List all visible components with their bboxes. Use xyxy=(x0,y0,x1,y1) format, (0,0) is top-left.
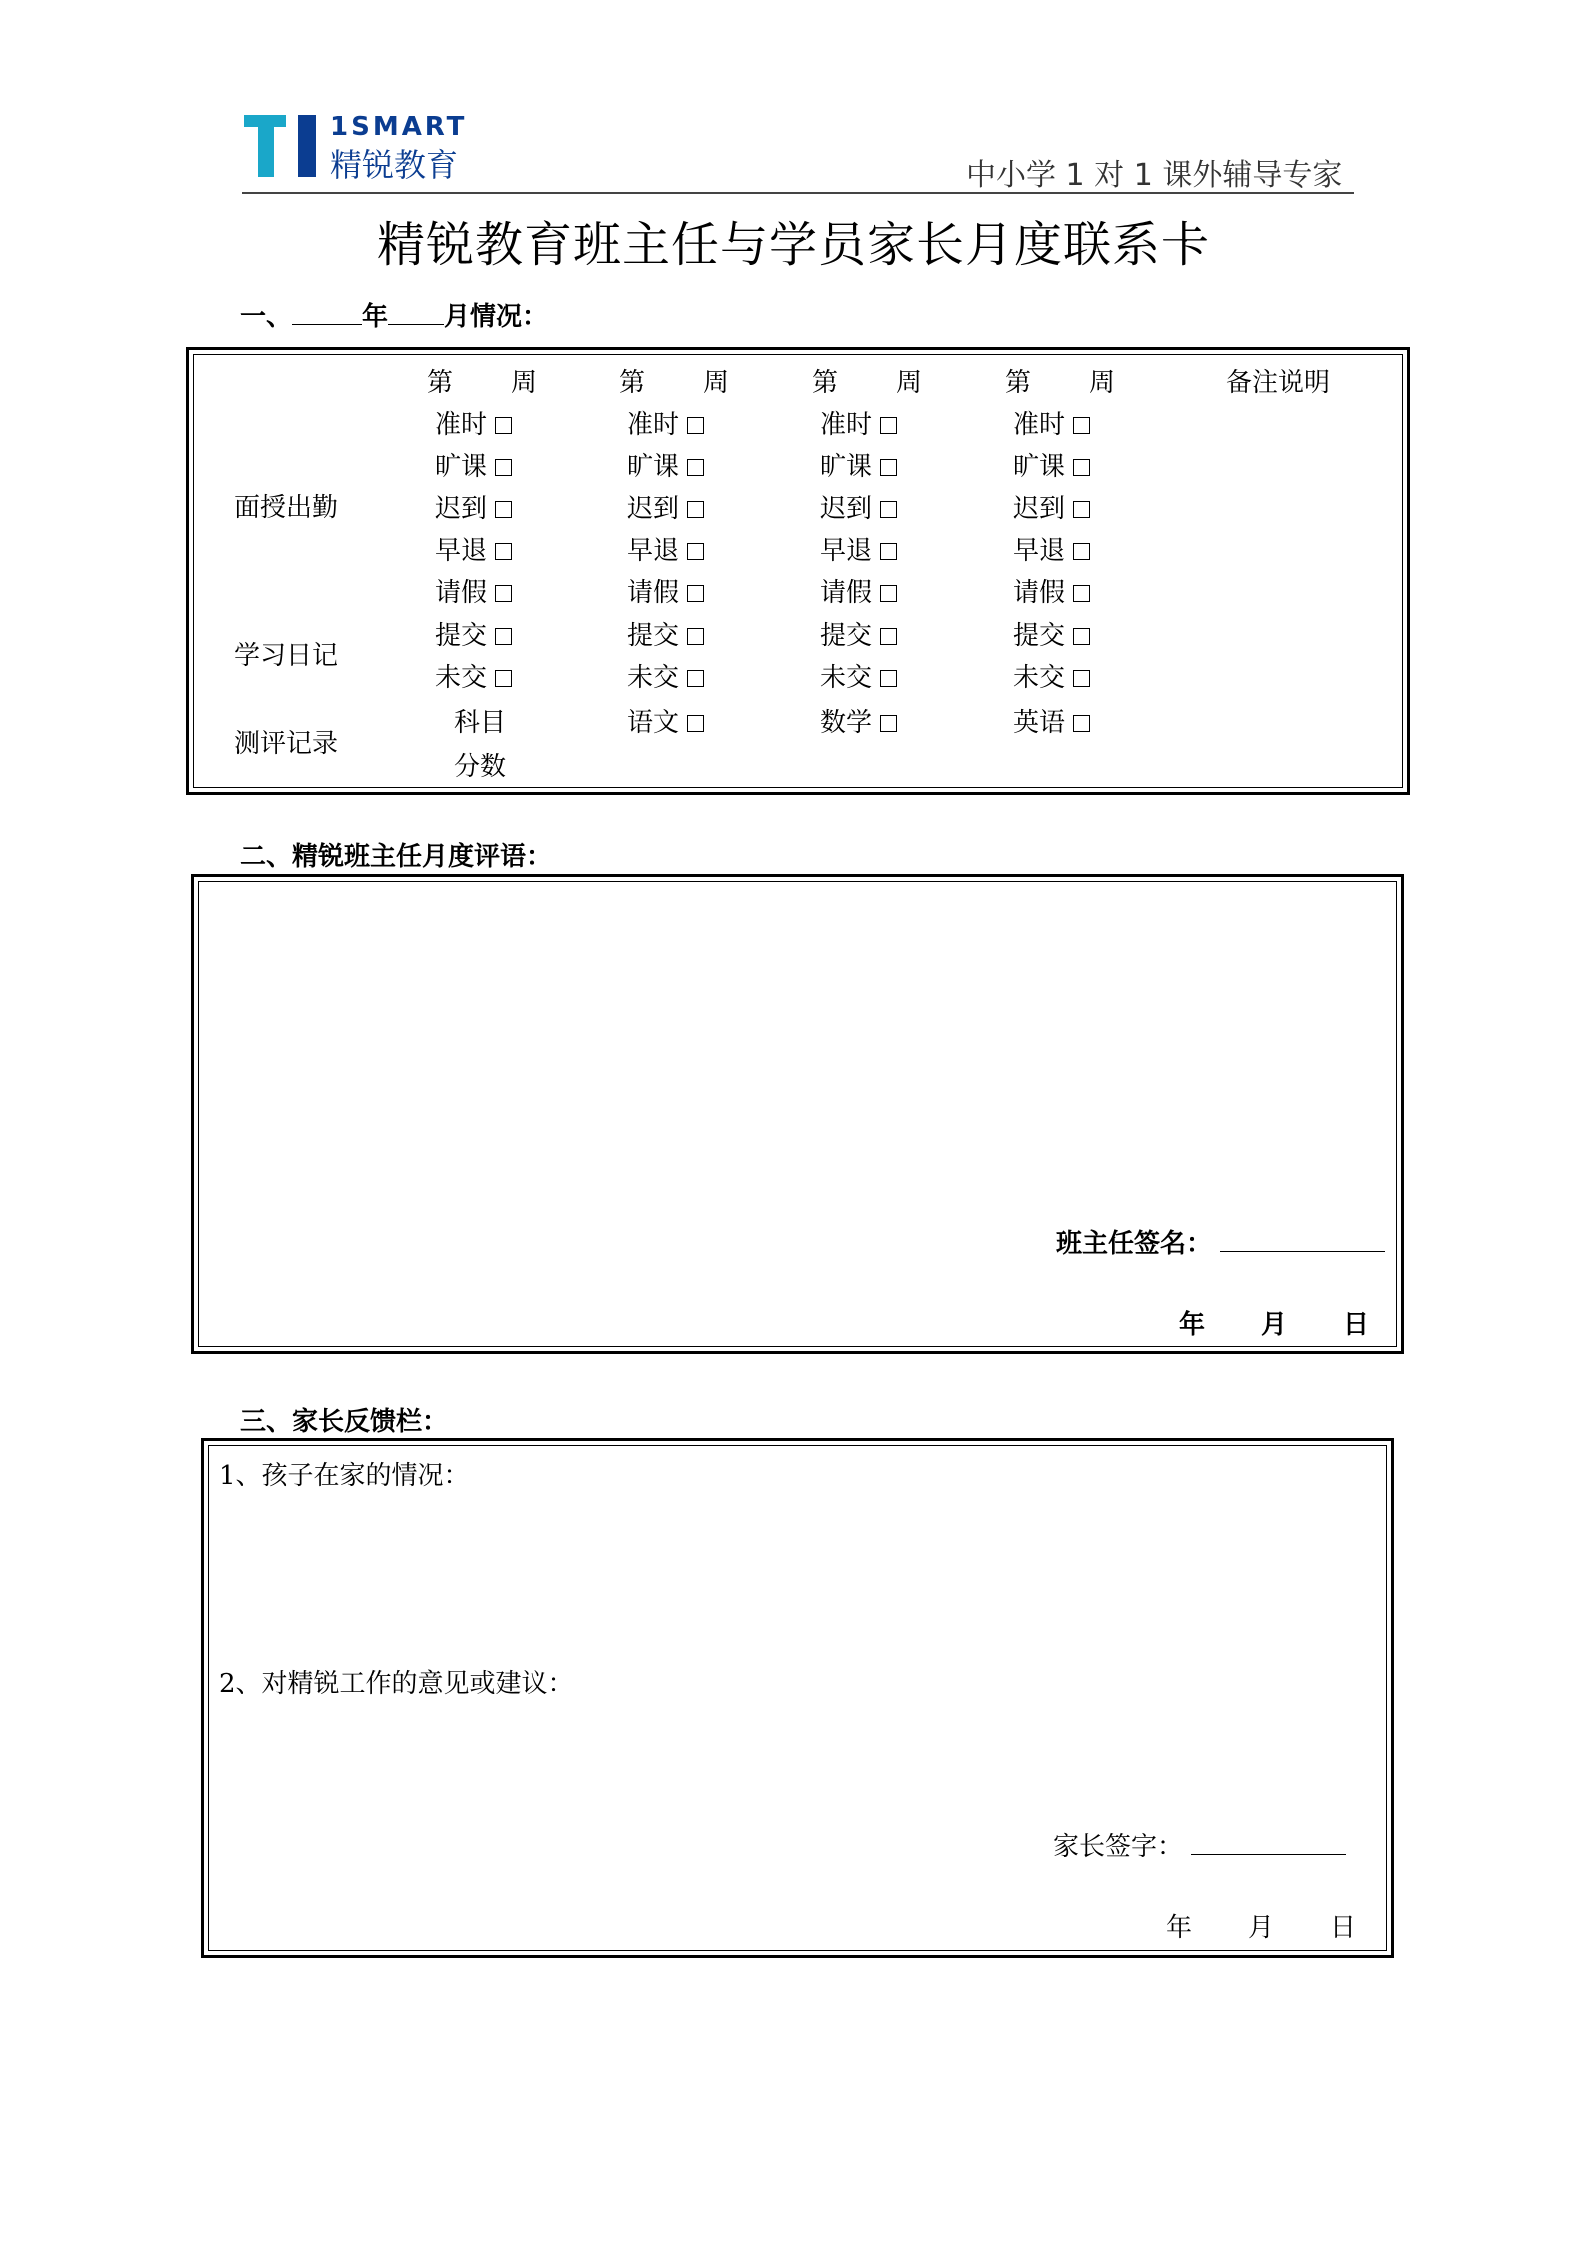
option-ontime: 准时 xyxy=(820,404,897,441)
date-month: 月 xyxy=(1248,1913,1275,1943)
header-rule xyxy=(242,192,1354,194)
checkbox[interactable] xyxy=(687,501,704,518)
feedback-item-2: 2、对精锐工作的意见或建议： xyxy=(219,1669,574,1699)
checkbox[interactable] xyxy=(880,715,897,732)
logo-bar-icon xyxy=(298,115,316,177)
option-leave: 请假 xyxy=(435,572,512,609)
option-submitted: 提交 xyxy=(1013,615,1090,652)
checkbox[interactable] xyxy=(687,543,704,560)
teacher-signature-line[interactable] xyxy=(1220,1225,1385,1252)
option-not-submitted: 未交 xyxy=(1013,657,1090,694)
year-label: 年 xyxy=(362,302,389,332)
parent-signature-line[interactable] xyxy=(1191,1828,1346,1855)
remarks-header: 备注说明 xyxy=(1226,368,1331,398)
option-late: 迟到 xyxy=(1013,488,1090,525)
checkbox[interactable] xyxy=(495,417,512,434)
option-absent: 旷课 xyxy=(1013,446,1090,483)
option-absent: 旷课 xyxy=(627,446,704,483)
diary-label: 学习日记 xyxy=(234,641,339,671)
checkbox[interactable] xyxy=(687,585,704,602)
date-month: 月 xyxy=(1261,1310,1288,1340)
date-year: 年 xyxy=(1179,1310,1206,1340)
checkbox[interactable] xyxy=(880,628,897,645)
parent-signature-label: 家长签字： xyxy=(1053,1832,1184,1862)
subject-chinese: 语文 xyxy=(627,702,704,739)
option-leave: 请假 xyxy=(820,572,897,609)
checkbox[interactable] xyxy=(880,501,897,518)
checkbox[interactable] xyxy=(1073,543,1090,560)
checkbox[interactable] xyxy=(495,585,512,602)
date-year: 年 xyxy=(1166,1913,1193,1943)
option-late: 迟到 xyxy=(627,488,704,525)
option-late: 迟到 xyxy=(435,488,512,525)
checkbox[interactable] xyxy=(1073,715,1090,732)
option-absent: 旷课 xyxy=(435,446,512,483)
teacher-comment-box[interactable] xyxy=(191,874,1404,1354)
option-submitted: 提交 xyxy=(820,615,897,652)
subject-label: 科目 xyxy=(454,708,507,738)
checkbox[interactable] xyxy=(1073,670,1090,687)
section2-heading: 二、精锐班主任月度评语： xyxy=(240,842,553,872)
option-not-submitted: 未交 xyxy=(820,657,897,694)
header-tagline: 中小学 1 对 1 课外辅导专家 xyxy=(966,158,1343,193)
monthly-status-table xyxy=(186,347,1410,795)
checkbox[interactable] xyxy=(687,417,704,434)
subject-math: 数学 xyxy=(820,702,897,739)
attendance-label: 面授出勤 xyxy=(234,493,339,523)
month-label: 月情况： xyxy=(444,302,549,332)
checkbox[interactable] xyxy=(880,585,897,602)
checkbox[interactable] xyxy=(495,670,512,687)
option-leave: 请假 xyxy=(627,572,704,609)
option-not-submitted: 未交 xyxy=(627,657,704,694)
parent-date-row xyxy=(1166,1907,1356,1944)
section1-heading xyxy=(240,296,548,333)
checkbox[interactable] xyxy=(687,670,704,687)
parent-signature-row xyxy=(1053,1826,1346,1863)
comment-inner-border xyxy=(198,881,1397,1347)
option-leave: 请假 xyxy=(1013,572,1090,609)
checkbox[interactable] xyxy=(880,417,897,434)
option-not-submitted: 未交 xyxy=(435,657,512,694)
option-ontime: 准时 xyxy=(435,404,512,441)
checkbox[interactable] xyxy=(1073,501,1090,518)
week-3-header: 第 周 xyxy=(812,368,923,398)
week-4-header: 第 周 xyxy=(1005,368,1116,398)
subject-english: 英语 xyxy=(1013,702,1090,739)
checkbox[interactable] xyxy=(1073,459,1090,476)
checkbox[interactable] xyxy=(1073,628,1090,645)
option-early-leave: 早退 xyxy=(627,530,704,567)
checkbox[interactable] xyxy=(880,670,897,687)
option-early-leave: 早退 xyxy=(1013,530,1090,567)
option-early-leave: 早退 xyxy=(820,530,897,567)
teacher-signature-row xyxy=(1056,1223,1385,1260)
table-inner-border xyxy=(193,354,1403,788)
teacher-signature-label: 班主任签名： xyxy=(1056,1229,1213,1259)
option-early-leave: 早退 xyxy=(435,530,512,567)
logo-chinese: 精锐教育 xyxy=(330,146,459,184)
date-day: 日 xyxy=(1330,1913,1357,1943)
assessment-label: 测评记录 xyxy=(234,729,339,759)
week-1-header: 第 周 xyxy=(427,368,538,398)
section1-prefix: 一、 xyxy=(240,302,293,332)
checkbox[interactable] xyxy=(687,628,704,645)
option-submitted: 提交 xyxy=(627,615,704,652)
option-absent: 旷课 xyxy=(820,446,897,483)
checkbox[interactable] xyxy=(880,543,897,560)
feedback-item-1: 1、孩子在家的情况： xyxy=(219,1461,470,1491)
option-submitted: 提交 xyxy=(435,615,512,652)
score-label: 分数 xyxy=(454,752,507,782)
section3-heading: 三、家长反馈栏： xyxy=(240,1407,449,1437)
logo-mark-icon xyxy=(244,115,286,177)
checkbox[interactable] xyxy=(495,501,512,518)
option-ontime: 准时 xyxy=(1013,404,1090,441)
month-blank[interactable] xyxy=(388,300,444,325)
week-2-header: 第 周 xyxy=(619,368,730,398)
checkbox[interactable] xyxy=(880,459,897,476)
checkbox[interactable] xyxy=(1073,585,1090,602)
checkbox[interactable] xyxy=(687,715,704,732)
year-blank[interactable] xyxy=(292,300,362,325)
option-ontime: 准时 xyxy=(627,404,704,441)
checkbox[interactable] xyxy=(495,459,512,476)
document-title: 精锐教育班主任与学员家长月度联系卡 xyxy=(376,217,1210,273)
checkbox[interactable] xyxy=(495,543,512,560)
checkbox[interactable] xyxy=(1073,417,1090,434)
checkbox[interactable] xyxy=(687,459,704,476)
date-day: 日 xyxy=(1343,1310,1370,1340)
checkbox[interactable] xyxy=(495,628,512,645)
logo-english: 1SMART xyxy=(330,112,468,142)
teacher-date-row xyxy=(1179,1304,1369,1341)
option-late: 迟到 xyxy=(820,488,897,525)
parent-feedback-box[interactable] xyxy=(201,1438,1394,1958)
